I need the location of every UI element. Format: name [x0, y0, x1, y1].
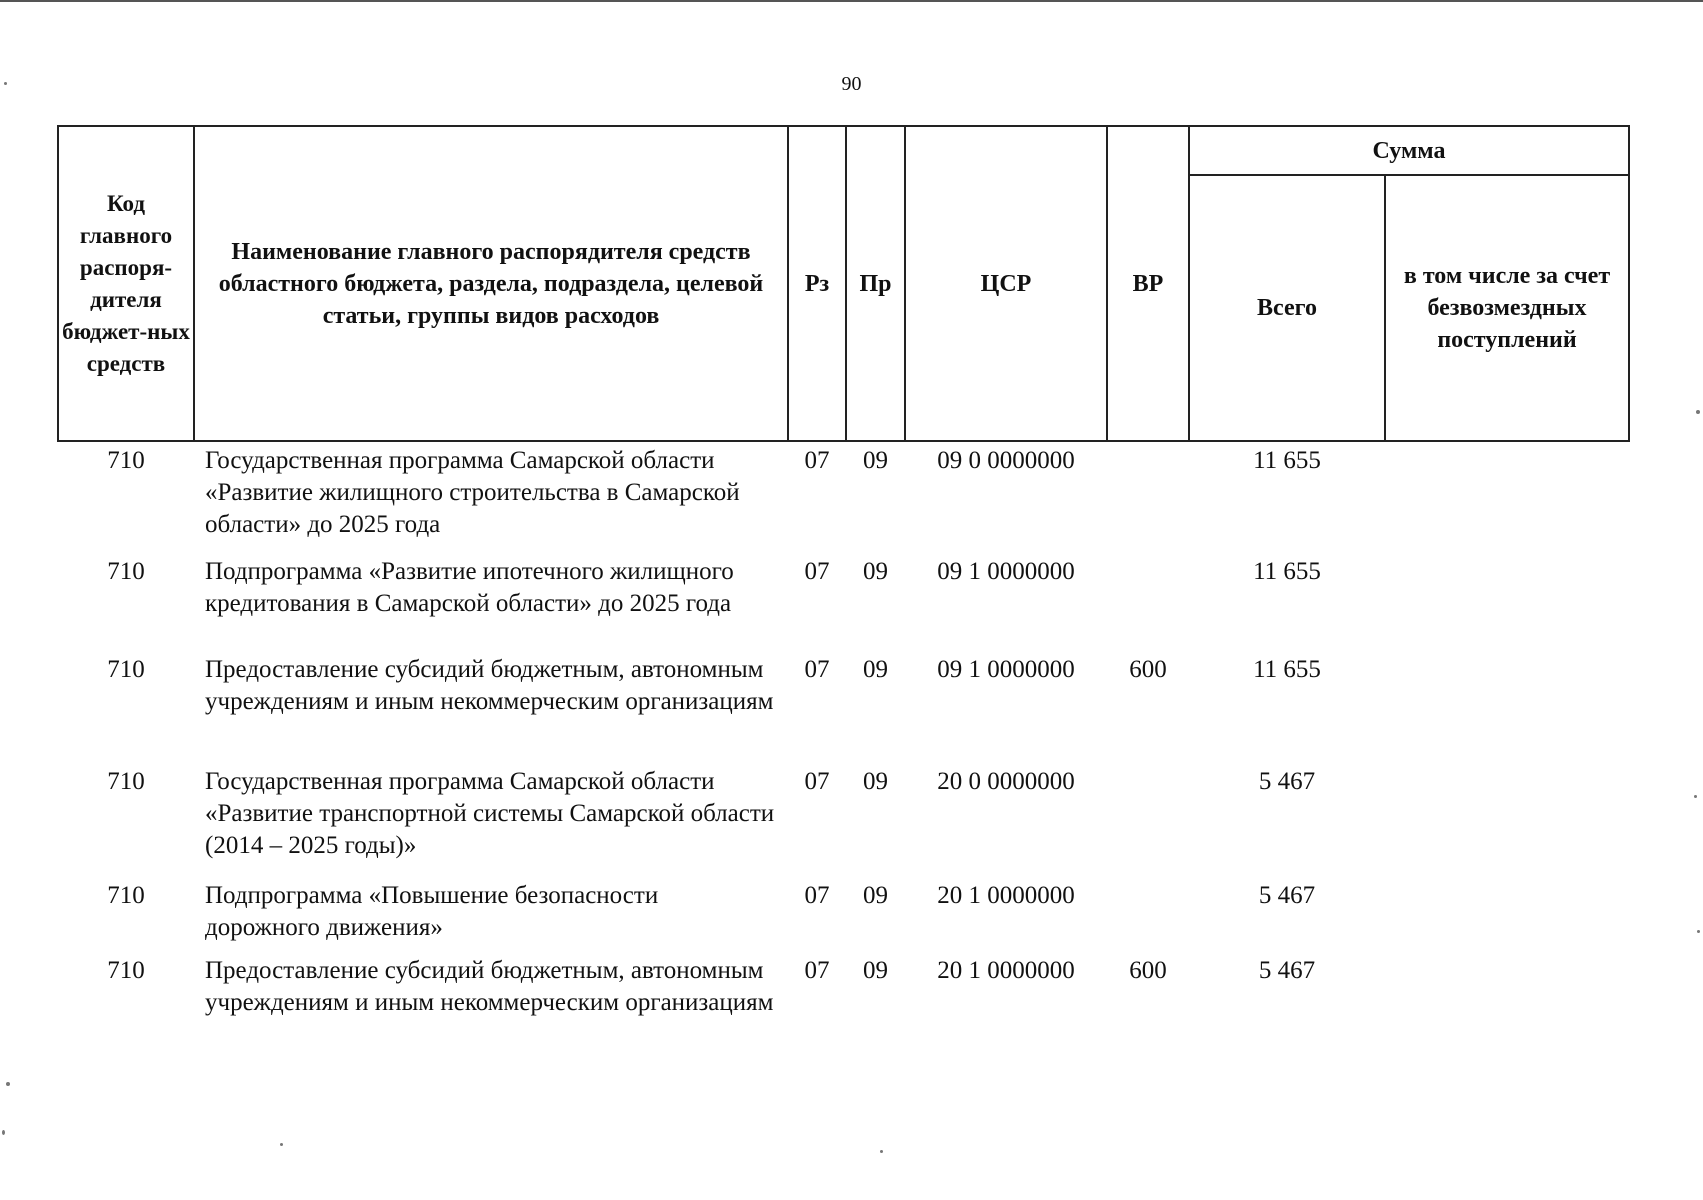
- cell-free: [1385, 441, 1629, 553]
- scan-speck: [280, 1143, 283, 1146]
- table-row: [58, 763, 1629, 877]
- cell-code: 710: [107, 768, 145, 795]
- cell-pr: 09: [863, 447, 888, 474]
- scan-speck: [880, 1150, 883, 1153]
- cell-rz: 07: [804, 768, 830, 795]
- cell-code: 710: [107, 882, 145, 909]
- cell-vr: [1107, 763, 1189, 877]
- scan-speck: [6, 1082, 10, 1086]
- header-rz: Рз: [788, 126, 846, 441]
- cell-name: Предоставление субсидий бюджетным, автономным учреждениям и иным некоммерческим организациям: [205, 656, 774, 715]
- top-rule: [0, 0, 1703, 2]
- scan-speck: [1696, 410, 1700, 414]
- cell-total: 11 655: [1253, 656, 1321, 683]
- cell-name: Подпрограмма «Повышение безопасности дорожного движения»: [205, 882, 659, 941]
- header-row-top: [58, 126, 1629, 175]
- cell-free: [1385, 763, 1629, 877]
- scan-speck: [1694, 795, 1697, 798]
- cell-total: 11 655: [1253, 558, 1321, 585]
- cell-csr: 09 0 0000000: [937, 447, 1075, 474]
- table-row: [58, 553, 1629, 651]
- cell-rz: 07: [804, 447, 830, 474]
- header-csr: ЦСР: [905, 126, 1107, 441]
- cell-name: Предоставление субсидий бюджетным, автономным учреждениям и иным некоммерческим организациям: [205, 957, 774, 1016]
- cell-name: Государственная программа Самарской области «Развитие транспортной системы Самарской области (2014 – 2025 годы)»: [205, 768, 775, 859]
- cell-rz: 07: [804, 558, 830, 585]
- cell-name: Подпрограмма «Развитие ипотечного жилищного кредитования в Самарской области» до 2025 года: [205, 558, 734, 617]
- cell-free: [1385, 877, 1629, 952]
- cell-code: 710: [107, 558, 145, 585]
- cell-free: [1385, 952, 1629, 1062]
- cell-free: [1385, 553, 1629, 651]
- cell-pr: 09: [863, 957, 888, 984]
- header-vr: ВР: [1107, 126, 1189, 441]
- cell-total: 5 467: [1258, 768, 1316, 795]
- header-sum: Сумма: [1189, 126, 1629, 175]
- cell-code: 710: [107, 957, 145, 984]
- cell-pr: 09: [863, 558, 888, 585]
- cell-code: 710: [107, 656, 145, 683]
- cell-pr: 09: [863, 656, 888, 683]
- cell-csr: 20 1 0000000: [937, 882, 1075, 909]
- cell-name: Государственная программа Самарской области «Развитие жилищного строительства в Самарской области» до 2025 года: [205, 447, 740, 538]
- cell-vr: 600: [1129, 656, 1167, 683]
- header-code: Код главного распоря-дителя бюджет-ных средств: [58, 126, 194, 441]
- cell-csr: 20 1 0000000: [937, 957, 1075, 984]
- table-row: [58, 651, 1629, 763]
- header-free: в том числе за счет безвозмездных поступлений: [1385, 175, 1629, 441]
- cell-pr: 09: [863, 768, 888, 795]
- cell-csr: 09 1 0000000: [937, 656, 1075, 683]
- cell-total: 5 467: [1258, 957, 1316, 984]
- cell-rz: 07: [804, 882, 830, 909]
- cell-rz: 07: [804, 957, 830, 984]
- table-body: [58, 441, 1629, 1062]
- page-number: 90: [841, 73, 862, 95]
- cell-vr: [1107, 441, 1189, 553]
- table-row: [58, 877, 1629, 952]
- cell-free: [1385, 651, 1629, 763]
- cell-rz: 07: [804, 656, 830, 683]
- header-name: Наименование главного распорядителя средств областного бюджета, раздела, подраздела, целевой статьи, группы видов расходов: [194, 126, 788, 441]
- table-header: [58, 126, 1629, 441]
- cell-code: 710: [107, 447, 145, 474]
- cell-total: 5 467: [1258, 882, 1316, 909]
- scan-speck: [1697, 930, 1700, 933]
- budget-table: [57, 125, 1630, 1062]
- header-pr: Пр: [846, 126, 905, 441]
- cell-vr: [1107, 877, 1189, 952]
- cell-total: 11 655: [1253, 447, 1321, 474]
- table-row: [58, 441, 1629, 553]
- cell-csr: 09 1 0000000: [937, 558, 1075, 585]
- cell-csr: 20 0 0000000: [937, 768, 1075, 795]
- table-row: [58, 952, 1629, 1062]
- cell-vr: [1107, 553, 1189, 651]
- cell-vr: 600: [1129, 957, 1167, 984]
- cell-pr: 09: [863, 882, 888, 909]
- scan-speck: [2, 1130, 5, 1135]
- scan-speck: [4, 82, 7, 85]
- header-total: Всего: [1189, 175, 1385, 441]
